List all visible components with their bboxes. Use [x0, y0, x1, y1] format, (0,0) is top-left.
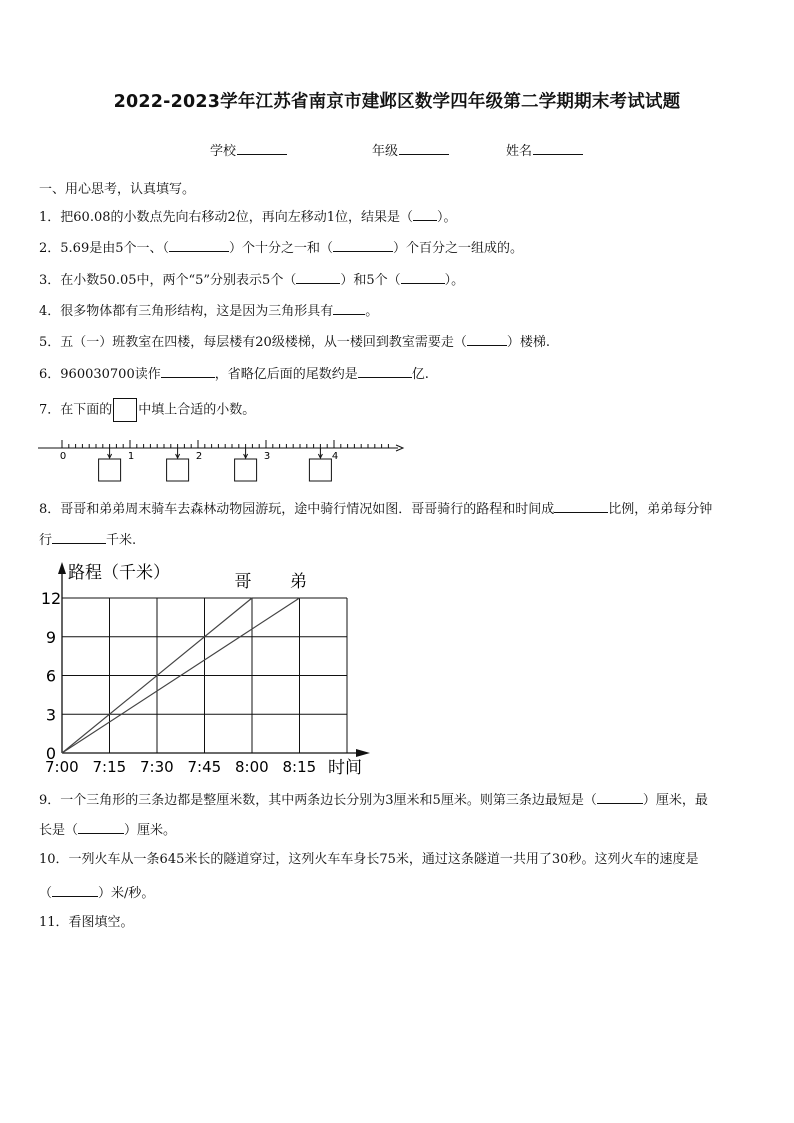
- question-9-line-2: [39, 821, 176, 839]
- page-title: 2022-2023学年江苏省南京市建邺区数学四年级第二学期期末考试试题: [113, 92, 681, 112]
- q9-text-a: 9．一个三角形的三条边都是整厘米数，其中两条边长分别为3厘米和5厘米。则第三条边最短是（: [39, 793, 597, 808]
- q5-blank[interactable]: [467, 333, 507, 346]
- distance-time-chart: [28, 556, 378, 784]
- q3-blank-1[interactable]: [296, 271, 340, 284]
- number-line-label: 3: [263, 451, 271, 462]
- y-axis-arrow-icon: [58, 562, 66, 574]
- question-6: [39, 365, 429, 383]
- q9-text-c: 长是（: [39, 823, 79, 838]
- q10-text-b: （: [39, 886, 53, 901]
- number-line-label: 1: [127, 451, 135, 462]
- number-line-label: 4: [331, 451, 339, 462]
- question-8-line-1: [39, 500, 712, 518]
- q1-text-a: 1．把60.08的小数点先向右移动2位，再向左移动1位，结果是（: [39, 210, 414, 225]
- y-axis-label: 路程（千米）: [68, 563, 170, 583]
- q3-blank-2[interactable]: [401, 271, 445, 284]
- q2-text-a: 2．5.69是由5个一、（: [39, 241, 169, 256]
- q8-blank-1[interactable]: [554, 500, 608, 513]
- y-tick-label: 6: [45, 666, 57, 686]
- q4-text-a: 4．很多物体都有三角形结构，这是因为三角形具有: [39, 304, 334, 319]
- answer-box[interactable]: [309, 459, 331, 481]
- q2-blank-1[interactable]: [169, 239, 229, 252]
- x-axis-label: 时间: [328, 758, 362, 778]
- q8-text-b: 比例，弟弟每分钟: [608, 502, 713, 517]
- x-axis-arrow-icon: [356, 749, 370, 757]
- question-10-line-2: [39, 884, 154, 902]
- number-line-label: 0: [59, 451, 67, 462]
- question-4: [39, 302, 378, 320]
- number-line-label: 2: [195, 451, 203, 462]
- question-1: [39, 208, 457, 226]
- q9-text-b: ）厘米，最: [642, 793, 708, 808]
- q6-text-b: ，省略亿后面的尾数约是: [214, 367, 358, 382]
- q6-blank-2[interactable]: [358, 365, 412, 378]
- grade-field[interactable]: [372, 140, 449, 159]
- q3-text-c: ）。: [444, 273, 465, 288]
- q5-text-b: ）楼梯.: [506, 335, 550, 350]
- question-9-line-1: [39, 791, 708, 809]
- q3-text-a: 3．在小数50.05中，两个“5”分别表示5个（: [39, 273, 297, 288]
- question-3: [39, 271, 464, 289]
- answer-box[interactable]: [99, 459, 121, 481]
- q6-text-a: 6．960030700读作: [39, 367, 161, 382]
- y-tick-label: 12: [40, 589, 62, 608]
- school-blank[interactable]: [237, 142, 287, 155]
- q6-text-c: 亿.: [411, 367, 429, 382]
- q10-text-a: 10．一列火车从一条645米长的隧道穿过，这列火车车身长75米，通过这条隧道一共用了30秒。这列火车的速度是: [39, 852, 699, 867]
- y-tick-label: 0: [45, 744, 57, 763]
- question-8-line-2: [39, 531, 136, 549]
- q10-blank[interactable]: [52, 884, 98, 897]
- x-tick-label: 8:00: [235, 758, 269, 776]
- x-tick-label: 7:30: [140, 758, 174, 776]
- question-7: [39, 398, 255, 423]
- name-blank[interactable]: [533, 142, 583, 155]
- q1-blank[interactable]: [413, 208, 437, 221]
- q9-blank-1[interactable]: [597, 791, 643, 804]
- answer-box[interactable]: [167, 459, 189, 481]
- grade-label: 年级: [372, 144, 399, 159]
- y-tick-label: 3: [45, 705, 57, 725]
- q7-text-b: 中填上合适的小数。: [138, 402, 256, 418]
- number-line: [34, 432, 406, 484]
- q9-text-d: ）厘米。: [124, 823, 177, 838]
- q2-text-c: ）个百分之一组成的。: [393, 241, 524, 256]
- q8-text-c: 行: [39, 533, 53, 548]
- q8-text-a: 8．哥哥和弟弟周末骑车去森林动物园游玩，途中骑行情况如图．哥哥骑行的路程和时间成: [39, 502, 555, 517]
- series-label: 哥: [234, 572, 252, 592]
- q8-text-d: 千米.: [106, 533, 137, 548]
- series-label: 弟: [290, 572, 307, 592]
- q2-text-b: ）个十分之一和（: [229, 241, 334, 256]
- x-tick-label: 7:15: [92, 758, 127, 776]
- question-10-line-1: [39, 852, 698, 868]
- school-field[interactable]: [210, 140, 287, 159]
- x-tick-label: 7:00: [45, 758, 79, 776]
- q4-blank[interactable]: [333, 302, 365, 315]
- q8-blank-2[interactable]: [52, 531, 106, 544]
- q5-text-a: 5．五（一）班教室在四楼，每层楼有20级楼梯，从一楼回到教室需要走（: [39, 335, 467, 350]
- q6-blank-1[interactable]: [161, 365, 215, 378]
- q1-text-b: ）。: [437, 210, 457, 225]
- q7-text-a: 7．在下面的: [39, 402, 113, 418]
- q2-blank-2[interactable]: [333, 239, 393, 252]
- x-tick-label: 7:45: [187, 758, 222, 776]
- y-tick-label: 9: [45, 627, 57, 647]
- q3-text-b: ）和5个（: [340, 273, 401, 288]
- answer-box-icon: [113, 398, 137, 422]
- question-5: [39, 333, 550, 351]
- q10-text-c: ）米/秒。: [98, 886, 155, 901]
- name-label: 姓名: [506, 144, 533, 159]
- question-2: [39, 239, 523, 257]
- x-tick-label: 8:15: [282, 758, 317, 776]
- answer-box[interactable]: [235, 459, 257, 481]
- name-field[interactable]: [506, 140, 583, 159]
- grade-blank[interactable]: [399, 142, 449, 155]
- section-heading: 一、用心思考，认真填写。: [39, 182, 196, 197]
- question-11: 11．看图填空。: [39, 915, 134, 930]
- school-label: 学校: [210, 144, 237, 159]
- q9-blank-2[interactable]: [78, 821, 124, 834]
- q4-text-b: 。: [365, 304, 379, 319]
